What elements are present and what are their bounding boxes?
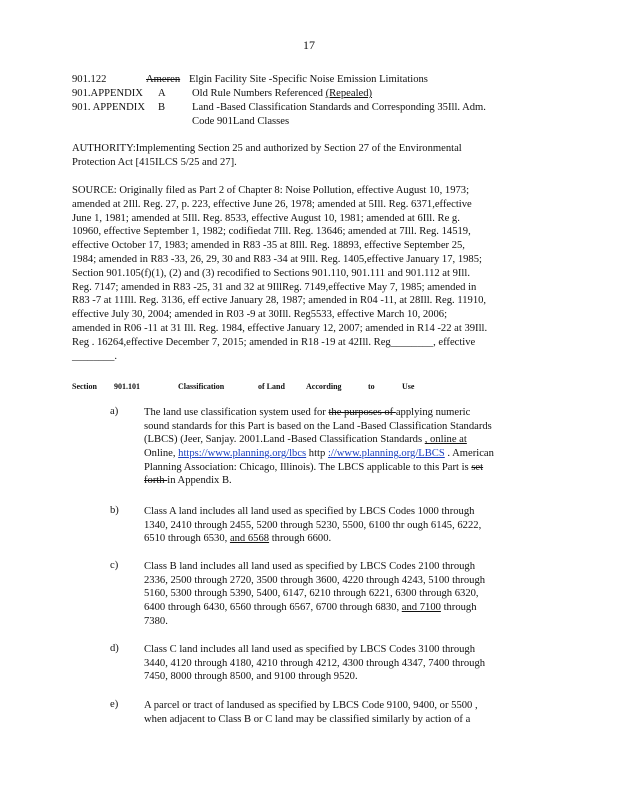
toc-number: 901.APPENDIX (72, 88, 143, 99)
item-line: sound standards for this Part is based on the Land -Based Classification Standards (144, 420, 492, 432)
item-line: Class C land includes all land used as specified by LBCS Codes 3100 through (144, 644, 476, 655)
source-line: amended in R06 -11 at 31 Ill. Reg. 1984, effective January 12, 2007; amended in R14 -22 at 39Ill. (72, 322, 488, 334)
source-tail: ________. (72, 350, 118, 362)
toc-title: Land -Based Classification Standards and Corresponding 35Ill. Adm. (192, 102, 486, 113)
source-line: amended at 2Ill. Reg. 27, p. 223, effective June 26, 1978; amended at 5Ill. Reg. 6371,effective (72, 198, 472, 210)
toc-number: 901. APPENDIX (72, 102, 145, 113)
item-line: 1340, 2410 through 2455, 5200 through 5230, 5500, 6100 thr ough 6145, 6222, (144, 519, 482, 531)
lbcs-link-alt[interactable]: ://www.planning.org/LBCS (327, 448, 445, 460)
item-letter: d) (110, 643, 119, 654)
authority-line: Protection Act [415ILCS 5/25 and 27]. (72, 156, 237, 168)
item-line: (LBCS) (Jeer, Sanjay. 2001.Land -Based Classification Standards , online at (144, 434, 467, 446)
item-text (144, 560, 534, 628)
item-text (144, 505, 534, 546)
source-line: June 1, 1981; amended at 5Ill. Reg. 8533, effective August 10, 1981; amended at 6Ill. Re g. (72, 212, 460, 224)
item-letter: b) (110, 505, 119, 516)
item-line: 6510 through 6530, and 6568 through 6600. (144, 533, 332, 545)
item-line: A parcel or tract of landused as specified by LBCS Code 9100, 9400, or 5500 , (144, 700, 478, 711)
item-letter: c) (110, 560, 119, 571)
toc-title: Elgin Facility Site -Specific Noise Emission Limitations (189, 74, 428, 85)
section-title-word: to (368, 382, 375, 391)
item-line: Online, https://www.planning.org/lbcs http ://www.planning.org/LBCS . American (144, 448, 494, 460)
authority-line: AUTHORITY:Implementing Section 25 and authorized by Section 27 of the Environmental (72, 143, 462, 154)
section-title-word: According (306, 382, 342, 391)
item-letter: e) (110, 699, 119, 710)
item-line: 7380. (144, 615, 168, 627)
section-title-word: Classification (178, 382, 225, 391)
section-title-word: of Land (258, 382, 285, 391)
item-line: 3440, 4120 through 4180, 4210 through 4212, 4300 through 4347, 7400 through (144, 657, 486, 669)
source-line: Reg. 7147; amended in R83 -25, 31 and 32 at 9IllReg. 7149,effective May 7, 1985; amended in (72, 281, 477, 293)
item-line: Class A land includes all land used as specified by LBCS Codes 1000 through (144, 506, 475, 517)
item-text (144, 699, 534, 726)
toc-number: 901.122 (72, 74, 107, 85)
source-line: 1984; amended in R83 -33, 26, 29, 30 and R83 -34 at 9Ill. Reg. 1405,effective January 17, 1985; (72, 253, 482, 265)
item-line: forth in Appendix B. (144, 475, 232, 487)
source-line: SOURCE: Originally filed as Part 2 of Chapter 8: Noise Pollution, effective August 10, 1973; (72, 185, 470, 196)
source-line: 10960, effective September 1, 1982; codifiedat 7Ill. Reg. 13646; amended at 7Ill. Reg. 14519, (72, 226, 471, 238)
item-text (144, 406, 534, 488)
item-line: 6400 through 6430, 6560 through 6567, 6700 through 6830, and 7100 through (144, 602, 477, 614)
item-line: 7450, 8000 through 8500, and 9100 through 9520. (144, 671, 358, 683)
source-line: effective July 30, 2004; amended in R03 -9 at 30Ill. Reg5533, effective March 10, 2006; (72, 309, 448, 321)
source-line: Reg . 16264,effective December 7, 2015; amended in R18 -19 at 42Ill. Reg________, effective (72, 336, 476, 348)
lbcs-link[interactable]: https://www.planning.org/lbcs (178, 448, 307, 460)
section-title-word: Use (402, 382, 415, 391)
source-note (72, 184, 544, 363)
source-line: Section 901.105(f)(1), (2) and (3) recodified to Sections 901.110, 901.111 and 901.112 at 9Ill. (72, 267, 470, 279)
item-line: Class B land includes all land used as specified by LBCS Codes 2100 through (144, 561, 476, 572)
item-line: The land use classification system used for the purposes of applying numeric (144, 407, 471, 418)
item-line: when adjacent to Class B or C land may be classified similarly by action of a (144, 713, 471, 725)
item-line: 5160, 5300 through 5390, 5400, 6147, 6210 through 6221, 6300 through 6320, (144, 588, 479, 600)
toc-letter: B (158, 102, 166, 113)
page-number: 17 (303, 38, 315, 52)
item-text (144, 643, 534, 684)
toc-letter: A (158, 88, 166, 99)
section-label: Section (72, 382, 97, 391)
source-line: R83 -7 at 11Ill. Reg. 3136, eff ective January 28, 1987; amended in R04 -11, at 28Ill. Reg. 11910, (72, 295, 487, 307)
item-letter: a) (110, 406, 119, 417)
toc-title-continued: Code 901Land Classes (192, 116, 290, 127)
item-line: 2336, 2500 through 2720, 3500 through 3600, 4220 through 4243, 5100 through (144, 574, 486, 586)
authority-note (72, 142, 544, 170)
toc-title: Old Rule Numbers Referenced (Repealed) (192, 88, 373, 99)
source-line: effective October 17, 1983; amended in R83 -35 at 8Ill. Reg. 18893, effective September 25, (72, 240, 465, 252)
toc-struck-text: Ameren (146, 74, 181, 85)
section-number: 901.101 (114, 382, 140, 391)
item-line: Planning Association: Chicago, Illinois). The LBCS applicable to this Part is set (144, 461, 484, 473)
